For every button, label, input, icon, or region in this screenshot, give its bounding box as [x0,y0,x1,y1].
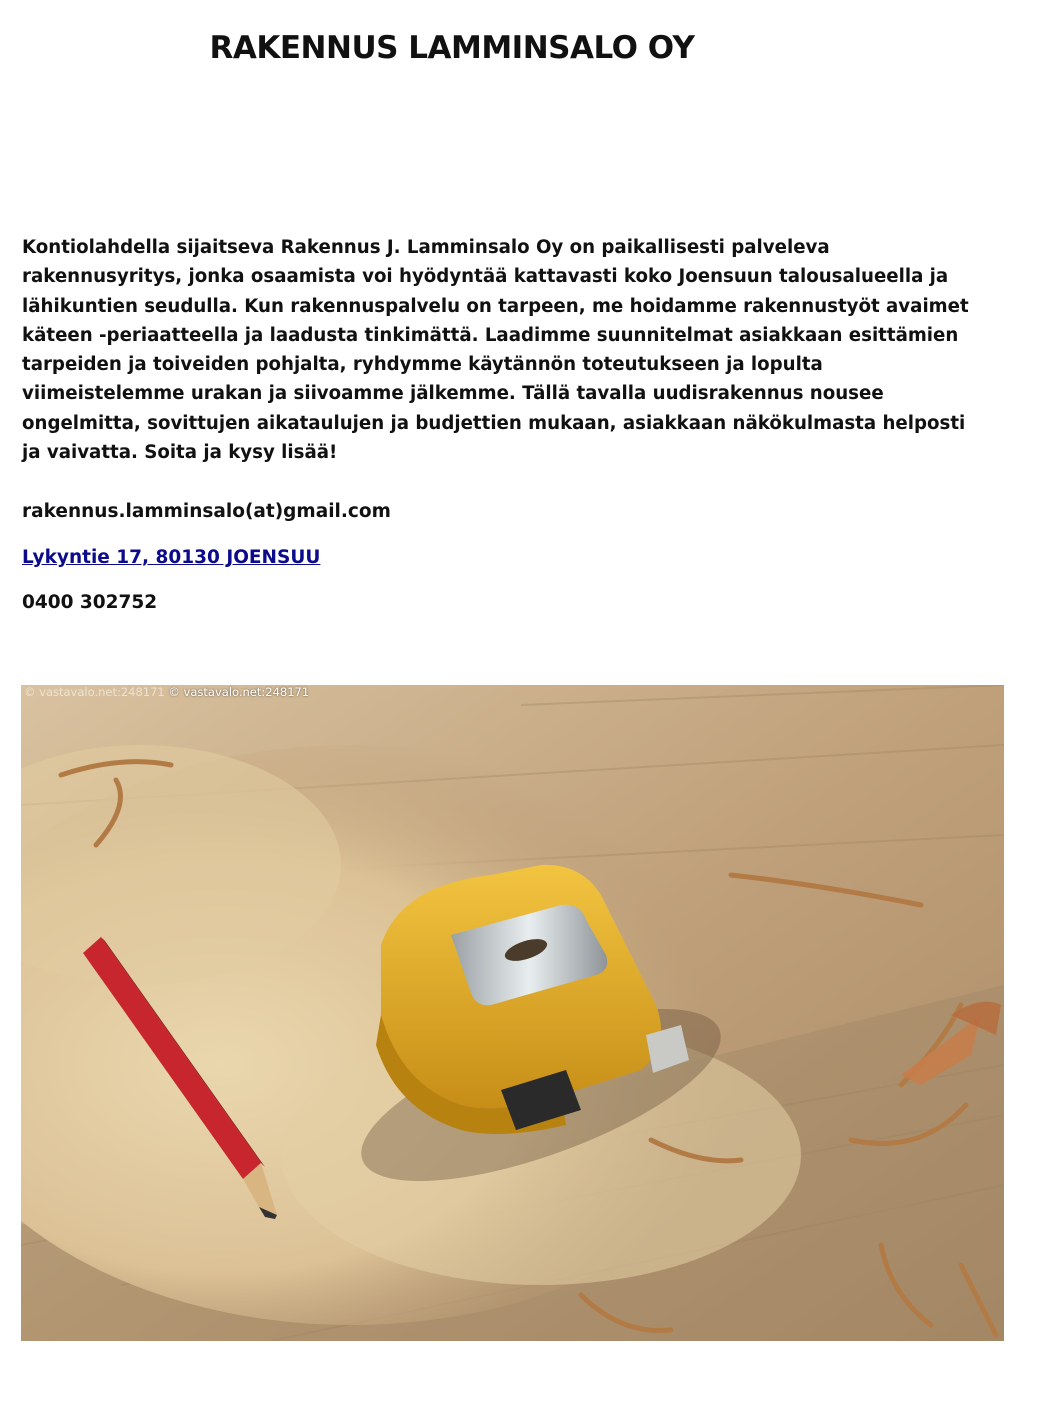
watermark-text-1: © vastavalo.net:248171 [24,685,165,699]
page-title: RAKENNUS LAMMINSALO OY [209,30,695,66]
hero-photo [21,685,1004,1341]
contact-address-line [22,546,320,570]
watermark-text-2: © vastavalo.net:248171 [168,685,310,699]
contact-email: rakennus.lamminsalo(at)gmail.com [22,501,391,522]
contact-phone: 0400 302752 [22,592,158,613]
photo-watermark [24,685,309,699]
address-link[interactable]: Lykyntie 17, 80130 JOENSUU [22,547,321,568]
intro-paragraph: Kontiolahdella sijaitseva Rakennus J. Lamminsalo Oy on paikallisesti palveleva rakennusyritys, jonka osaamista voi hyödyntää kattavasti koko Joensuun talousalueella ja lähikuntien seudulla. Kun rakennuspalvelu on tarpeen, me hoidamme rakennustyöt avaimet käteen -periaatteella ja laadusta tinkimättä. Laadimme suunnitelmat asiakkaan esittämien tarpeiden ja toiveiden pohjalta, ryhdymme käytännön toteutukseen ja lopulta viimeistelemme urakan ja siivoamme jälkemme. Tällä tavalla uudisrakennus nousee ongelmitta, sovittujen aikataulujen ja budjettien mukaan, asiakkaan näkökulmasta helposti ja vaivatta. Soita ja kysy lisää! [22,237,969,464]
photo-illustration [21,685,1004,1341]
